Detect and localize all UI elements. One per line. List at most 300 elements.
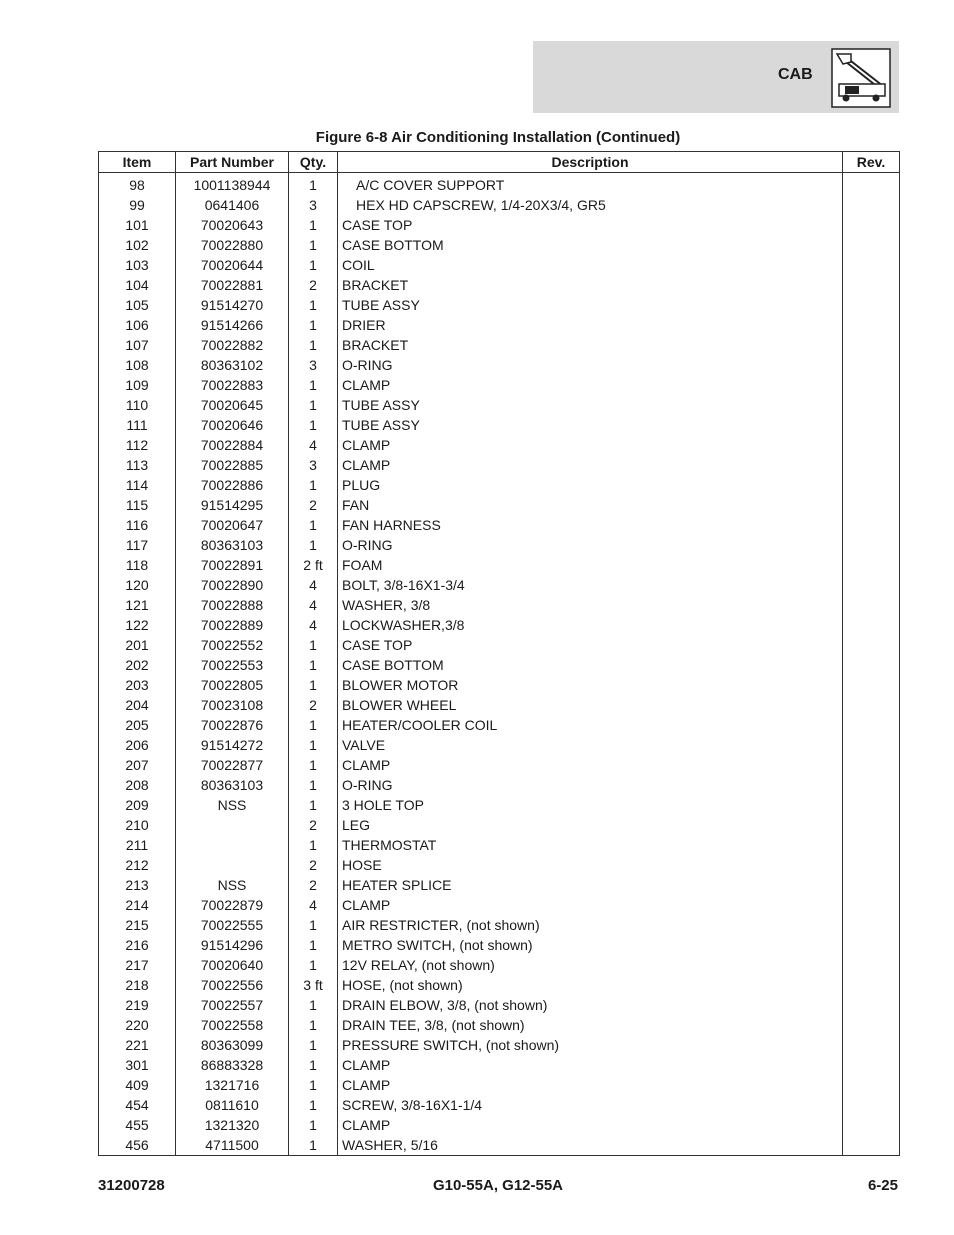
item-cell: 98 — [99, 173, 176, 196]
part-number-cell: 70022552 — [176, 635, 289, 655]
footer-model-names: G10-55A, G12-55A — [432, 1177, 564, 1194]
part-number-cell: 70022891 — [176, 555, 289, 575]
rev-cell — [843, 875, 900, 895]
item-cell: 101 — [99, 215, 176, 235]
table-row — [99, 275, 900, 295]
item-cell: 103 — [99, 255, 176, 275]
qty-cell: 1 — [289, 735, 338, 755]
qty-cell: 3 — [289, 355, 338, 375]
item-cell: 215 — [99, 915, 176, 935]
part-number-cell: 70022880 — [176, 235, 289, 255]
qty-cell: 1 — [289, 675, 338, 695]
rev-cell — [843, 815, 900, 835]
qty-cell: 1 — [289, 935, 338, 955]
description-cell: BLOWER MOTOR — [338, 675, 843, 695]
item-cell: 106 — [99, 315, 176, 335]
rev-cell — [843, 695, 900, 715]
qty-cell: 1 — [289, 655, 338, 675]
item-cell: 118 — [99, 555, 176, 575]
part-number-cell: 70022553 — [176, 655, 289, 675]
part-number-cell: 70022888 — [176, 595, 289, 615]
part-number-cell: 80363099 — [176, 1035, 289, 1055]
qty-cell: 2 — [289, 275, 338, 295]
part-number-cell: 70022882 — [176, 335, 289, 355]
rev-cell — [843, 335, 900, 355]
column-header-rev: Rev. — [843, 152, 900, 173]
qty-cell: 2 — [289, 495, 338, 515]
table-row — [99, 335, 900, 355]
table-row — [99, 635, 900, 655]
item-cell: 120 — [99, 575, 176, 595]
description-cell: LOCKWASHER,3/8 — [338, 615, 843, 635]
table-row — [99, 915, 900, 935]
part-number-cell: 80363103 — [176, 775, 289, 795]
part-number-cell: 70020644 — [176, 255, 289, 275]
qty-cell: 1 — [289, 1015, 338, 1035]
part-number-cell: NSS — [176, 875, 289, 895]
description-cell: O-RING — [338, 355, 843, 375]
item-cell: 108 — [99, 355, 176, 375]
item-cell: 116 — [99, 515, 176, 535]
rev-cell — [843, 1055, 900, 1075]
item-cell: 122 — [99, 615, 176, 635]
qty-cell: 1 — [289, 1115, 338, 1135]
rev-cell — [843, 375, 900, 395]
description-cell: CLAMP — [338, 435, 843, 455]
table-row — [99, 173, 900, 196]
description-cell: BRACKET — [338, 335, 843, 355]
qty-cell: 2 — [289, 855, 338, 875]
description-cell: CASE BOTTOM — [338, 655, 843, 675]
description-cell: METRO SWITCH, (not shown) — [338, 935, 843, 955]
table-row — [99, 695, 900, 715]
description-cell: COIL — [338, 255, 843, 275]
part-number-cell — [176, 815, 289, 835]
table-row — [99, 555, 900, 575]
qty-cell: 1 — [289, 1055, 338, 1075]
qty-cell: 1 — [289, 515, 338, 535]
footer-page-number: 6-25 — [867, 1177, 898, 1194]
table-row — [99, 755, 900, 775]
qty-cell: 1 — [289, 715, 338, 735]
qty-cell: 1 — [289, 915, 338, 935]
part-number-cell: 70022884 — [176, 435, 289, 455]
item-cell: 220 — [99, 1015, 176, 1035]
rev-cell — [843, 615, 900, 635]
description-cell: CLAMP — [338, 375, 843, 395]
item-cell: 115 — [99, 495, 176, 515]
qty-cell: 1 — [289, 173, 338, 196]
table-row — [99, 595, 900, 615]
rev-cell — [843, 195, 900, 215]
qty-cell: 1 — [289, 215, 338, 235]
part-number-cell: 80363102 — [176, 355, 289, 375]
qty-cell: 1 — [289, 995, 338, 1015]
rev-cell — [843, 1075, 900, 1095]
part-number-cell: 1001138944 — [176, 173, 289, 196]
table-row — [99, 535, 900, 555]
item-cell: 209 — [99, 795, 176, 815]
item-cell: 213 — [99, 875, 176, 895]
part-number-cell: 70022557 — [176, 995, 289, 1015]
rev-cell — [843, 555, 900, 575]
table-row — [99, 735, 900, 755]
rev-cell — [843, 295, 900, 315]
item-cell: 301 — [99, 1055, 176, 1075]
table-row — [99, 1075, 900, 1095]
table-row — [99, 355, 900, 375]
description-cell: BRACKET — [338, 275, 843, 295]
table-row — [99, 1015, 900, 1035]
section-title: CAB — [778, 66, 813, 83]
table-row — [99, 1135, 900, 1156]
table-row — [99, 375, 900, 395]
qty-cell: 4 — [289, 435, 338, 455]
part-number-cell: 70022890 — [176, 575, 289, 595]
item-cell: 110 — [99, 395, 176, 415]
table-row — [99, 1095, 900, 1115]
table-row — [99, 975, 900, 995]
table-row — [99, 655, 900, 675]
part-number-cell: 70022881 — [176, 275, 289, 295]
description-cell: WASHER, 5/16 — [338, 1135, 843, 1156]
item-cell: 216 — [99, 935, 176, 955]
item-cell: 202 — [99, 655, 176, 675]
table-row — [99, 195, 900, 215]
description-cell: O-RING — [338, 775, 843, 795]
table-row — [99, 255, 900, 275]
part-number-cell: 70022879 — [176, 895, 289, 915]
item-cell: 206 — [99, 735, 176, 755]
qty-cell: 1 — [289, 475, 338, 495]
table-row — [99, 495, 900, 515]
table-row — [99, 715, 900, 735]
qty-cell: 2 — [289, 875, 338, 895]
item-cell: 111 — [99, 415, 176, 435]
item-cell: 217 — [99, 955, 176, 975]
description-cell: TUBE ASSY — [338, 415, 843, 435]
part-number-cell: 1321716 — [176, 1075, 289, 1095]
item-cell: 112 — [99, 435, 176, 455]
table-row — [99, 295, 900, 315]
rev-cell — [843, 1015, 900, 1035]
description-cell: CLAMP — [338, 895, 843, 915]
rev-cell — [843, 455, 900, 475]
rev-cell — [843, 915, 900, 935]
table-row — [99, 315, 900, 335]
qty-cell: 1 — [289, 255, 338, 275]
table-row — [99, 815, 900, 835]
table-row — [99, 935, 900, 955]
description-cell: CLAMP — [338, 455, 843, 475]
description-cell: PLUG — [338, 475, 843, 495]
qty-cell: 3 — [289, 195, 338, 215]
description-cell: TUBE ASSY — [338, 395, 843, 415]
part-number-cell: 70022889 — [176, 615, 289, 635]
item-cell: 221 — [99, 1035, 176, 1055]
table-row — [99, 615, 900, 635]
item-cell: 455 — [99, 1115, 176, 1135]
qty-cell: 1 — [289, 415, 338, 435]
item-cell: 456 — [99, 1135, 176, 1156]
item-cell: 207 — [99, 755, 176, 775]
item-cell: 117 — [99, 535, 176, 555]
table-row — [99, 1115, 900, 1135]
qty-cell: 4 — [289, 575, 338, 595]
table-row — [99, 675, 900, 695]
rev-cell — [843, 975, 900, 995]
part-number-cell: NSS — [176, 795, 289, 815]
rev-cell — [843, 475, 900, 495]
description-cell: HOSE — [338, 855, 843, 875]
part-number-cell: 70022885 — [176, 455, 289, 475]
part-number-cell: 70022555 — [176, 915, 289, 935]
item-cell: 201 — [99, 635, 176, 655]
part-number-cell: 70020645 — [176, 395, 289, 415]
description-cell: LEG — [338, 815, 843, 835]
part-number-cell: 70022558 — [176, 1015, 289, 1035]
part-number-cell: 70022876 — [176, 715, 289, 735]
table-row — [99, 435, 900, 455]
description-cell: THERMOSTAT — [338, 835, 843, 855]
qty-cell: 3 — [289, 455, 338, 475]
part-number-cell: 70022883 — [176, 375, 289, 395]
rev-cell — [843, 995, 900, 1015]
rev-cell — [843, 715, 900, 735]
description-cell: CLAMP — [338, 1075, 843, 1095]
description-cell: HEATER/COOLER COIL — [338, 715, 843, 735]
description-cell: VALVE — [338, 735, 843, 755]
description-cell: 3 HOLE TOP — [338, 795, 843, 815]
rev-cell — [843, 1115, 900, 1135]
table-row — [99, 1035, 900, 1055]
rev-cell — [843, 255, 900, 275]
item-cell: 99 — [99, 195, 176, 215]
part-number-cell: 80363103 — [176, 535, 289, 555]
item-cell: 102 — [99, 235, 176, 255]
column-header-item: Item — [99, 152, 176, 173]
rev-cell — [843, 755, 900, 775]
table-row — [99, 795, 900, 815]
description-cell: DRAIN ELBOW, 3/8, (not shown) — [338, 995, 843, 1015]
table-row — [99, 955, 900, 975]
rev-cell — [843, 1095, 900, 1115]
part-number-cell: 91514266 — [176, 315, 289, 335]
qty-cell: 1 — [289, 395, 338, 415]
part-number-cell — [176, 835, 289, 855]
description-cell: FAN — [338, 495, 843, 515]
rev-cell — [843, 675, 900, 695]
item-cell: 214 — [99, 895, 176, 915]
qty-cell: 2 — [289, 695, 338, 715]
rev-cell — [843, 215, 900, 235]
table-row — [99, 875, 900, 895]
table-row — [99, 215, 900, 235]
rev-cell — [843, 955, 900, 975]
rev-cell — [843, 775, 900, 795]
figure-title: Figure 6-8 Air Conditioning Installation (Continued) — [315, 129, 681, 146]
description-cell: PRESSURE SWITCH, (not shown) — [338, 1035, 843, 1055]
qty-cell: 1 — [289, 1035, 338, 1055]
item-cell: 114 — [99, 475, 176, 495]
qty-cell: 1 — [289, 795, 338, 815]
table-header-row — [99, 152, 900, 173]
rev-cell — [843, 415, 900, 435]
item-cell: 219 — [99, 995, 176, 1015]
rev-cell — [843, 495, 900, 515]
rev-cell — [843, 315, 900, 335]
description-cell: FAN HARNESS — [338, 515, 843, 535]
rev-cell — [843, 1135, 900, 1156]
table-row — [99, 515, 900, 535]
qty-cell: 4 — [289, 895, 338, 915]
description-cell: CLAMP — [338, 1115, 843, 1135]
qty-cell: 1 — [289, 235, 338, 255]
qty-cell: 4 — [289, 595, 338, 615]
part-number-cell: 86883328 — [176, 1055, 289, 1075]
description-cell: O-RING — [338, 535, 843, 555]
description-cell: CASE BOTTOM — [338, 235, 843, 255]
table-row — [99, 575, 900, 595]
qty-cell: 1 — [289, 335, 338, 355]
part-number-cell: 70022805 — [176, 675, 289, 695]
column-header-qty: Qty. — [289, 152, 338, 173]
rev-cell — [843, 895, 900, 915]
rev-cell — [843, 855, 900, 875]
description-cell: BOLT, 3/8-16X1-3/4 — [338, 575, 843, 595]
qty-cell: 1 — [289, 635, 338, 655]
part-number-cell: 70020646 — [176, 415, 289, 435]
rev-cell — [843, 395, 900, 415]
item-cell: 105 — [99, 295, 176, 315]
table-row — [99, 775, 900, 795]
part-number-cell: 91514272 — [176, 735, 289, 755]
item-cell: 409 — [99, 1075, 176, 1095]
item-cell: 211 — [99, 835, 176, 855]
aerial-lift-icon — [831, 48, 891, 108]
part-number-cell: 70023108 — [176, 695, 289, 715]
rev-cell — [843, 535, 900, 555]
part-number-cell: 91514295 — [176, 495, 289, 515]
table-row — [99, 415, 900, 435]
description-cell: 12V RELAY, (not shown) — [338, 955, 843, 975]
table-row — [99, 475, 900, 495]
description-cell: AIR RESTRICTER, (not shown) — [338, 915, 843, 935]
rev-cell — [843, 655, 900, 675]
description-cell: SCREW, 3/8-16X1-1/4 — [338, 1095, 843, 1115]
qty-cell: 1 — [289, 835, 338, 855]
table-row — [99, 995, 900, 1015]
qty-cell: 1 — [289, 375, 338, 395]
part-number-cell: 70020647 — [176, 515, 289, 535]
part-number-cell: 70022877 — [176, 755, 289, 775]
part-number-cell: 70020643 — [176, 215, 289, 235]
table-row — [99, 455, 900, 475]
rev-cell — [843, 275, 900, 295]
part-number-cell: 4711500 — [176, 1135, 289, 1156]
description-cell: CLAMP — [338, 755, 843, 775]
qty-cell: 1 — [289, 1135, 338, 1156]
parts-table-body — [99, 173, 900, 1156]
qty-cell: 1 — [289, 755, 338, 775]
column-header-description: Description — [338, 152, 843, 173]
rev-cell — [843, 735, 900, 755]
qty-cell: 2 — [289, 815, 338, 835]
qty-cell: 1 — [289, 1075, 338, 1095]
footer-document-number: 31200728 — [98, 1177, 165, 1194]
rev-cell — [843, 355, 900, 375]
description-cell: HOSE, (not shown) — [338, 975, 843, 995]
table-row — [99, 235, 900, 255]
table-row — [99, 895, 900, 915]
part-number-cell: 91514270 — [176, 295, 289, 315]
qty-cell: 1 — [289, 295, 338, 315]
qty-cell: 2 ft — [289, 555, 338, 575]
item-cell: 212 — [99, 855, 176, 875]
rev-cell — [843, 515, 900, 535]
part-number-cell — [176, 855, 289, 875]
table-row — [99, 395, 900, 415]
rev-cell — [843, 935, 900, 955]
rev-cell — [843, 835, 900, 855]
qty-cell: 4 — [289, 615, 338, 635]
part-number-cell: 0811610 — [176, 1095, 289, 1115]
part-number-cell: 70022886 — [176, 475, 289, 495]
rev-cell — [843, 635, 900, 655]
section-header — [533, 41, 899, 113]
table-row — [99, 1055, 900, 1075]
part-number-cell: 70020640 — [176, 955, 289, 975]
rev-cell — [843, 1035, 900, 1055]
qty-cell: 1 — [289, 955, 338, 975]
item-cell: 109 — [99, 375, 176, 395]
rev-cell — [843, 235, 900, 255]
description-cell: DRAIN TEE, 3/8, (not shown) — [338, 1015, 843, 1035]
item-cell: 454 — [99, 1095, 176, 1115]
item-cell: 107 — [99, 335, 176, 355]
item-cell: 204 — [99, 695, 176, 715]
description-cell: CLAMP — [338, 1055, 843, 1075]
qty-cell: 1 — [289, 1095, 338, 1115]
qty-cell: 1 — [289, 315, 338, 335]
description-cell: CASE TOP — [338, 215, 843, 235]
description-cell: TUBE ASSY — [338, 295, 843, 315]
item-cell: 210 — [99, 815, 176, 835]
item-cell: 104 — [99, 275, 176, 295]
rev-cell — [843, 173, 900, 196]
column-header-part-number: Part Number — [176, 152, 289, 173]
rev-cell — [843, 795, 900, 815]
item-cell: 218 — [99, 975, 176, 995]
qty-cell: 1 — [289, 775, 338, 795]
rev-cell — [843, 575, 900, 595]
item-cell: 121 — [99, 595, 176, 615]
description-cell: A/C COVER SUPPORT — [338, 173, 843, 196]
description-cell: HEATER SPLICE — [338, 875, 843, 895]
rev-cell — [843, 595, 900, 615]
item-cell: 203 — [99, 675, 176, 695]
description-cell: FOAM — [338, 555, 843, 575]
parts-table — [98, 151, 900, 1156]
part-number-cell: 70022556 — [176, 975, 289, 995]
description-cell: HEX HD CAPSCREW, 1/4-20X3/4, GR5 — [338, 195, 843, 215]
qty-cell: 1 — [289, 535, 338, 555]
item-cell: 205 — [99, 715, 176, 735]
part-number-cell: 1321320 — [176, 1115, 289, 1135]
description-cell: WASHER, 3/8 — [338, 595, 843, 615]
table-row — [99, 855, 900, 875]
rev-cell — [843, 435, 900, 455]
